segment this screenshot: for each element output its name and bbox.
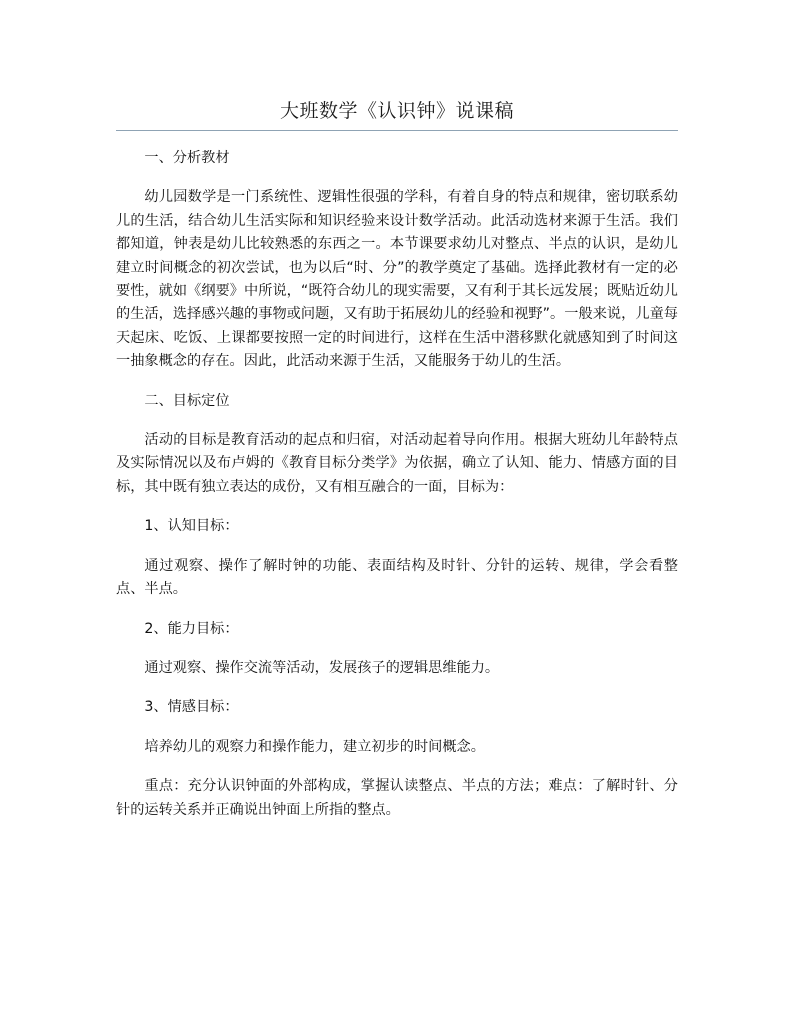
paragraph-goals: 活动的目标是教育活动的起点和归宿，对活动起着导向作用。根据大班幼儿年龄特点及实际情况以及布卢姆的《教育目标分类学》为依据，确立了认知、能力、情感方面的目标，其中既有独立表达的成份，又有相互融合的一面，目标为：	[116, 432, 678, 495]
document-body	[116, 147, 678, 822]
paragraph-analysis: 幼儿园数学是一门系统性、逻辑性很强的学科，有着自身的特点和规律，密切联系幼儿的生活，结合幼儿生活实际和知识经验来设计数学活动。此活动选材来源于生活。我们都知道，钟表是幼儿比较熟悉的东西之一。本节课要求幼儿对整点、半点的认识，是幼儿建立时间概念的初次尝试，也为以后“时、分”的教学奠定了基础。选择此教材有一定的必要性，就如《纲要》中所说，“既符合幼儿的现实需要，又有利于其长远发展；既贴近幼儿的生活，选择感兴趣的事物或问题，又有助于拓展幼儿的经验和视野”。一般来说，儿童每天起床、吃饭、上课都要按照一定的时间进行，这样在生活中潜移默化就感知到了时间这一抽象概念的存在。因此，此活动来源于生活，又能服务于幼儿的生活。	[116, 189, 678, 370]
goal-heading-ability: 2、能力目标：	[144, 620, 239, 637]
section-heading-goals: 二、目标定位	[144, 392, 230, 409]
section-heading-analysis: 一、分析教材	[144, 150, 230, 166]
goal-text-ability: 通过观察、操作交流等活动，发展孩子的逻辑思维能力。	[144, 659, 500, 676]
goal-text-emotion: 培养幼儿的观察力和操作能力，建立初步的时间概念。	[144, 738, 485, 755]
title-divider	[116, 130, 678, 131]
goal-heading-emotion: 3、情感目标：	[144, 699, 239, 716]
goal-text-cognitive: 通过观察、操作了解时钟的功能、表面结构及时针、分针的运转、规律，学会看整点、半点。	[116, 557, 678, 598]
page-title: 大班数学《认识钟》说课稿	[279, 100, 514, 122]
goal-heading-cognitive: 1、认知目标：	[144, 518, 239, 535]
paragraph-focus-difficulty: 重点：充分认识钟面的外部构成，掌握认读整点、半点的方法；难点：了解时针、分针的运转关系并正确说出钟面上所指的整点。	[116, 778, 678, 818]
